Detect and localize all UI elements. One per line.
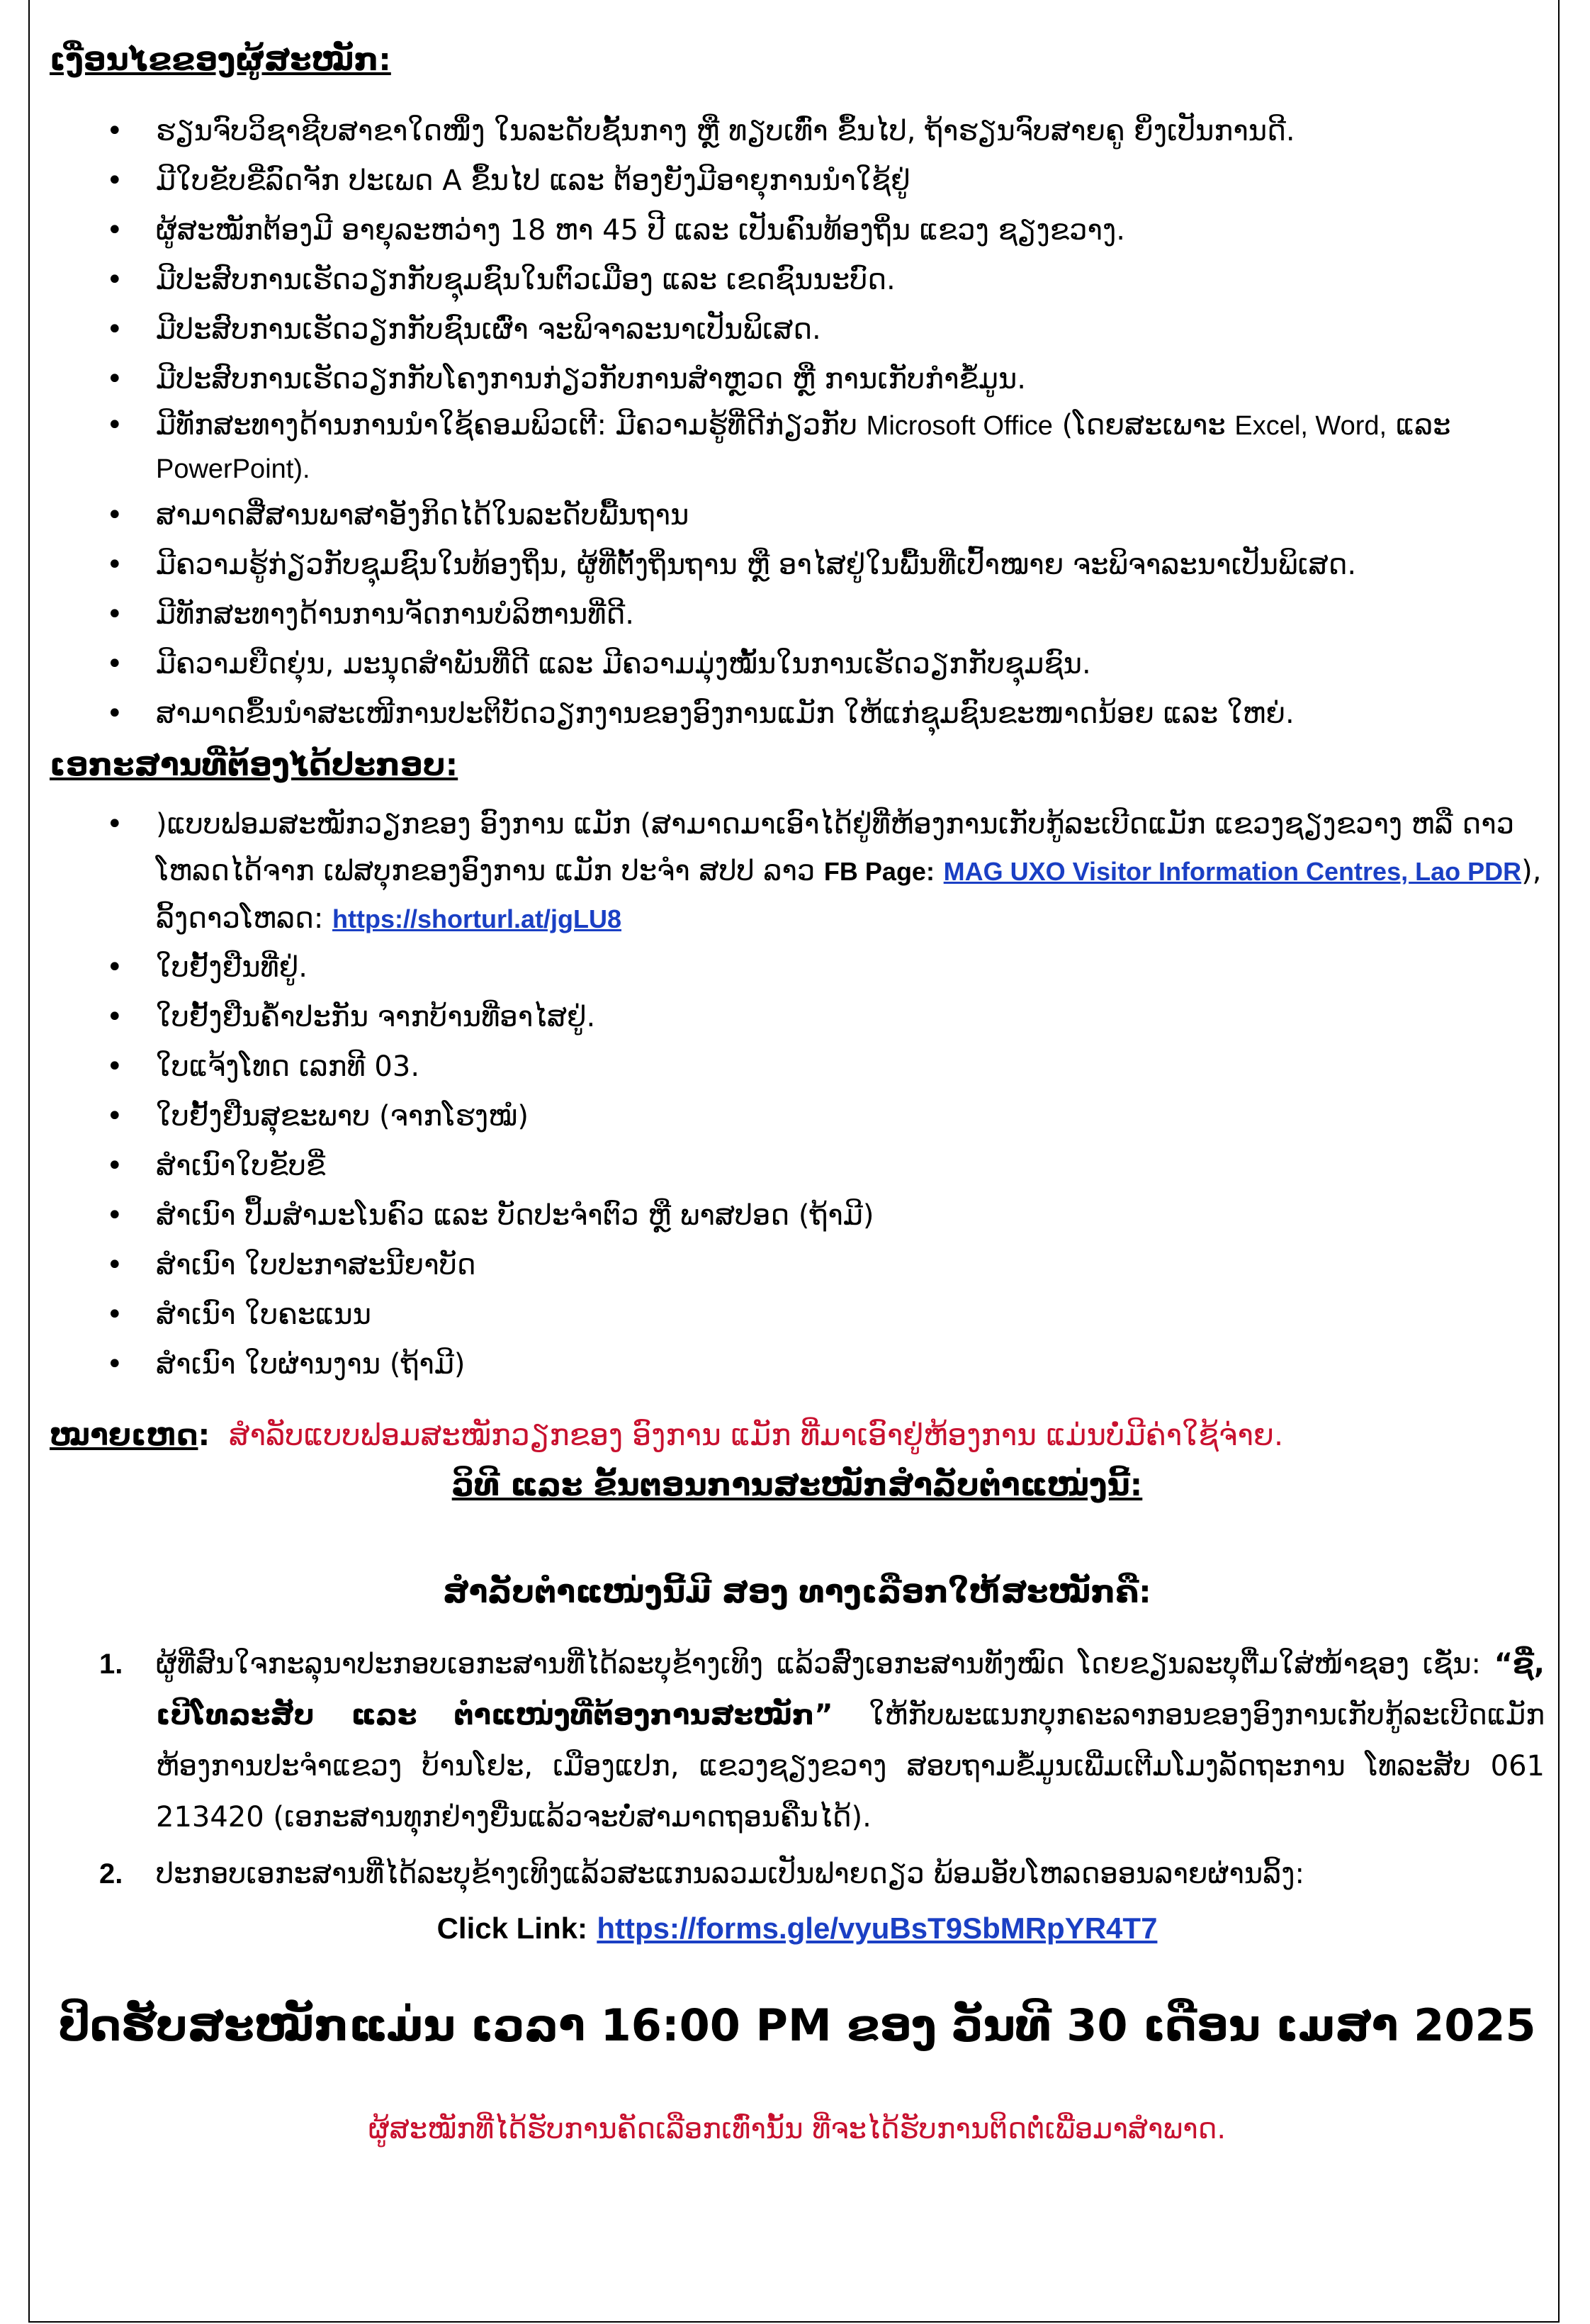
bullet-icon: • — [106, 1298, 123, 1331]
note-label: ໝາຍເຫດ — [50, 1417, 198, 1452]
list-item: • ມີປະສົບການເຮັດວຽກກັບໂຄງການກ່ຽວກັບການສຳຫຼວດ ຫຼື ການເກັບກຳຂໍ້ມູນ. — [50, 354, 1545, 404]
list-item: • ສຳເນົາ ໃບຄະແນນ — [50, 1290, 1545, 1340]
list-item-application-form: • )ແບບຟອມສະໝັກວຽກຂອງ ອົງການ ແມັກ (ສາມາດມາເອົາໄດ້ຢູ່ທີ່ຫ້ອງການເກັບກູ້ລະເບີດແມັກ ແຂວງຊຽງຂວາງ ຫລື ດາວໂຫລດໄດ້ຈາກ ເຟສບຸກຂອງອົງການ ແມັກ ປະຈຳ ສປປ ລາວ FB Page: MAG UXO Visitor Information Centres, Lao PDR), ລິ້ງດາວໂຫລດ: https://shorturl.at/jgLU8 — [50, 801, 1545, 943]
bullet-icon: • — [106, 697, 123, 731]
documents-list — [50, 801, 1545, 1389]
list-item: • ສຳເນົາໃບຂັບຂີ່ — [50, 1141, 1545, 1191]
bullet-icon: • — [106, 313, 123, 347]
bullet-icon: • — [106, 1347, 123, 1381]
bullet-icon: • — [106, 807, 123, 841]
list-item: • ສາມາດຂຶ້ນນຳສະເໜີການປະຕິບັດວຽກງານຂອງອົງການແມັກ ໃຫ້ແກ່ຊຸມຊົນຂະໜາດນ້ອຍ ແລະ ໃຫຍ່. — [50, 689, 1545, 739]
list-item: • ມີໃບຂັບຂີ່ລົດຈັກ ປະເພດ A ຂຶ້ນໄປ ແລະ ຕ້ອງຍັງມີອາຍຸການນຳໃຊ້ຢູ່ — [50, 156, 1545, 206]
options-title: ສຳລັບຕຳແໜ່ງນີ້ມີ ສອງ ທາງເລືອກໃຫ້ສະໝັກຄື: — [443, 1574, 1151, 1611]
list-item: • ສາມາດສື່ສານພາສາອັງກິດໄດ້ໃນລະດັບພື້ນຖານ — [50, 490, 1545, 540]
bullet-icon: • — [106, 264, 123, 297]
list-item: • ຮຽນຈົບວິຊາຊີບສາຂາໃດໜຶ່ງ ໃນລະດັບຊັ້ນກາງ ຫຼື ທຽບເທົ່າ ຂຶ້ນໄປ, ຖ້າຮຽນຈົບສາຍຄູ ຍິ່ງເປັນການດີ. — [50, 106, 1545, 156]
list-item: • ໃບຢັ້ງຢືນສຸຂະພາບ (ຈາກໂຮງໝໍ) — [50, 1091, 1545, 1141]
click-link-line: Click Link: https://forms.gle/vyuBsT9SbMRpYR4T7 — [436, 1911, 1158, 1945]
note-text: ສຳລັບແບບຟອມສະໝັກວຽກຂອງ ອົງການ ແມັກ ທີ່ມາເອົາຢູ່ຫ້ອງການ ແມ່ນບໍ່ມີຄ່າໃຊ້ຈ່າຍ. — [228, 1417, 1284, 1452]
list-item-computer-skills: • ມີທັກສະທາງດ້ານການນຳໃຊ້ຄອມພິວເຕີ: ມີຄວາມຮູ້ທີ່ດີກ່ຽວກັບ Microsoft Office (ໂດຍສະເພາະ Excel, Word, ແລະ PowerPoint). — [50, 404, 1545, 490]
step-item-1: 1. ຜູ້ທີ່ສົນໃຈກະລຸນາປະກອບເອກະສານທີ່ໄດ້ລະບຸຂ້າງເທິງ ແລ້ວສົ່ງເອກະສານທັງໝົດ ໂດຍຂຽນລະບຸຕື່ມໃສ່ໜ້າຊອງ ເຊັ່ນ: “ຊື່, ເບີໂທລະສັບ ແລະ ຕຳແໜ່ງທີ່ຕ້ອງການສະໝັກ” ໃຫ້ກັບພະແນກບຸກຄະລາກອນຂອງອົງການເກັບກູ້ລະເບີດແມັກ ຫ້ອງການປະຈຳແຂວງ ບ້ານໂຢະ, ເມືອງແປກ, ແຂວງຊຽງຂວາງ ສອບຖາມຂໍ້ມູນເພີ່ມເຕີມໂມງລັດຖະການ ໂທລະສັບ 061 213420 (ເອກະສານທຸກຢ່າງຍື່ນແລ້ວຈະບໍ່ສາມາດຖອນຄືນໄດ້). — [99, 1647, 1545, 1834]
list-item: • ມີປະສົບການເຮັດວຽກກັບຊົນເຜົ່າ ຈະພິຈາລະນາເປັນພິເສດ. — [50, 305, 1545, 354]
list-item: • ສຳເນົາ ໃບຜ່ານງານ (ຖ້າມີ) — [50, 1340, 1545, 1389]
list-item: • ມີປະສົບການເຮັດວຽກກັບຊຸມຊົນໃນຕົວເມືອງ ແລະ ເຂດຊົນນະບົດ. — [50, 255, 1545, 305]
bullet-icon: • — [106, 164, 123, 198]
note-line: ໝາຍເຫດ: ສຳລັບແບບຟອມສະໝັກວຽກຂອງ ອົງການ ແມັກ ທີ່ມາເອົາຢູ່ຫ້ອງການ ແມ່ນບໍ່ມີຄ່າໃຊ້ຈ່າຍ. — [50, 1417, 1284, 1452]
bullet-icon: • — [106, 1000, 123, 1033]
list-item: • ສຳເນົາ ປຶ້ມສຳມະໂນຄົວ ແລະ ບັດປະຈຳຕົວ ຫຼື ພາສປອດ (ຖ້າມີ) — [50, 1191, 1545, 1240]
list-item: • ມີຄວາມຍືດຍຸ່ນ, ມະນຸດສຳພັນທີ່ດີ ແລະ ມີຄວາມມຸ່ງໝັ້ນໃນການເຮັດວຽກກັບຊຸມຊົນ. — [50, 639, 1545, 689]
bullet-icon: • — [106, 1248, 123, 1281]
short-download-link[interactable]: https://shorturl.at/jgLU8 — [332, 904, 622, 933]
bullet-icon: • — [106, 1099, 123, 1133]
list-item: • ຜູ້ສະໝັກຕ້ອງມີ ອາຍຸລະຫວ່າງ 18 ຫາ 45 ປີ ແລະ ເປັນຄົນທ້ອງຖິ່ນ ແຂວງ ຊຽງຂວາງ. — [50, 206, 1545, 255]
qualifications-heading: ເງື່ອນໄຂຂອງຜູ້ສະໝັກ: — [50, 42, 391, 78]
list-item: • ມີຄວາມຮູ້ກ່ຽວກັບຊຸມຊົນໃນທ້ອງຖິ່ນ, ຜູ້ທີ່ຕັ້ງຖິ່ນຖານ ຫຼື ອາໄສຢູ່ໃນພື້ນທີ່ເປົ້າໝາຍ ຈະພິຈາລະນາເປັນພິເສດ. — [50, 540, 1545, 590]
bullet-icon: • — [106, 1050, 123, 1083]
final-note: ຜູ້ສະໝັກທີ່ໄດ້ຮັບການຄັດເລືອກເທົ່ານັ້ນ ທີ່ຈະໄດ້ຮັບການຕິດຕໍ່ເພື່ອມາສຳພາດ. — [368, 2113, 1227, 2146]
bullet-icon: • — [106, 598, 123, 631]
list-item: • ໃບຢັ້ງຢືນຄ້ຳປະກັນ ຈາກບ້ານທີ່ອາໄສຢູ່. — [50, 992, 1545, 1042]
bullet-icon: • — [106, 1199, 123, 1232]
bullet-icon: • — [106, 115, 123, 148]
step-item-2: 2. ປະກອບເອກະສານທີ່ໄດ້ລະບຸຂ້າງເທິງແລ້ວສະແກນລວມເປັນຟາຍດຽວ ພ້ອມອັບໂຫລດອອນລາຍຜ່ານລິ້ງ: — [99, 1857, 1304, 1890]
deadline-text: ປິດຮັບສະໝັກແມ່ນ ເວລາ 16:00 PM ຂອງ ວັນທີ 30 ເດືອນ ເມສາ 2025 — [58, 1999, 1536, 2051]
google-form-link[interactable]: https://forms.gle/vyuBsT9SbMRpYR4T7 — [597, 1911, 1158, 1945]
bullet-icon: • — [106, 549, 123, 582]
bullet-icon: • — [106, 950, 123, 984]
bullet-icon: • — [106, 409, 123, 442]
list-item: • ສຳເນົາ ໃບປະກາສະນີຍາບັດ — [50, 1240, 1545, 1290]
bullet-icon: • — [106, 214, 123, 247]
qualifications-list — [50, 106, 1545, 739]
list-item: • ໃບແຈ້ງໂທດ ເລກທີ 03. — [50, 1042, 1545, 1091]
bullet-icon: • — [106, 499, 123, 532]
procedure-title: ວິທີ ແລະ ຂັ້ນຕອນການສະໝັກສຳລັບຕຳແໜ່ງນີ້: — [451, 1466, 1143, 1503]
facebook-page-link[interactable]: MAG UXO Visitor Information Centres, Lao PDR — [943, 856, 1522, 886]
list-item: • ມີທັກສະທາງດ້ານການຈັດການບໍລິຫານທີ່ດີ. — [50, 590, 1545, 639]
documents-heading: ເອກະສານທີ່ຕ້ອງໄດ້ປະກອບ: — [50, 747, 458, 784]
job-posting-content — [50, 39, 1545, 2148]
bullet-icon: • — [106, 1149, 123, 1182]
list-item: • ໃບຢັ້ງຢືນທີ່ຢູ່. — [50, 943, 1545, 992]
procedure-steps — [50, 1639, 1545, 1899]
bullet-icon: • — [106, 648, 123, 681]
bullet-icon: • — [106, 363, 123, 396]
